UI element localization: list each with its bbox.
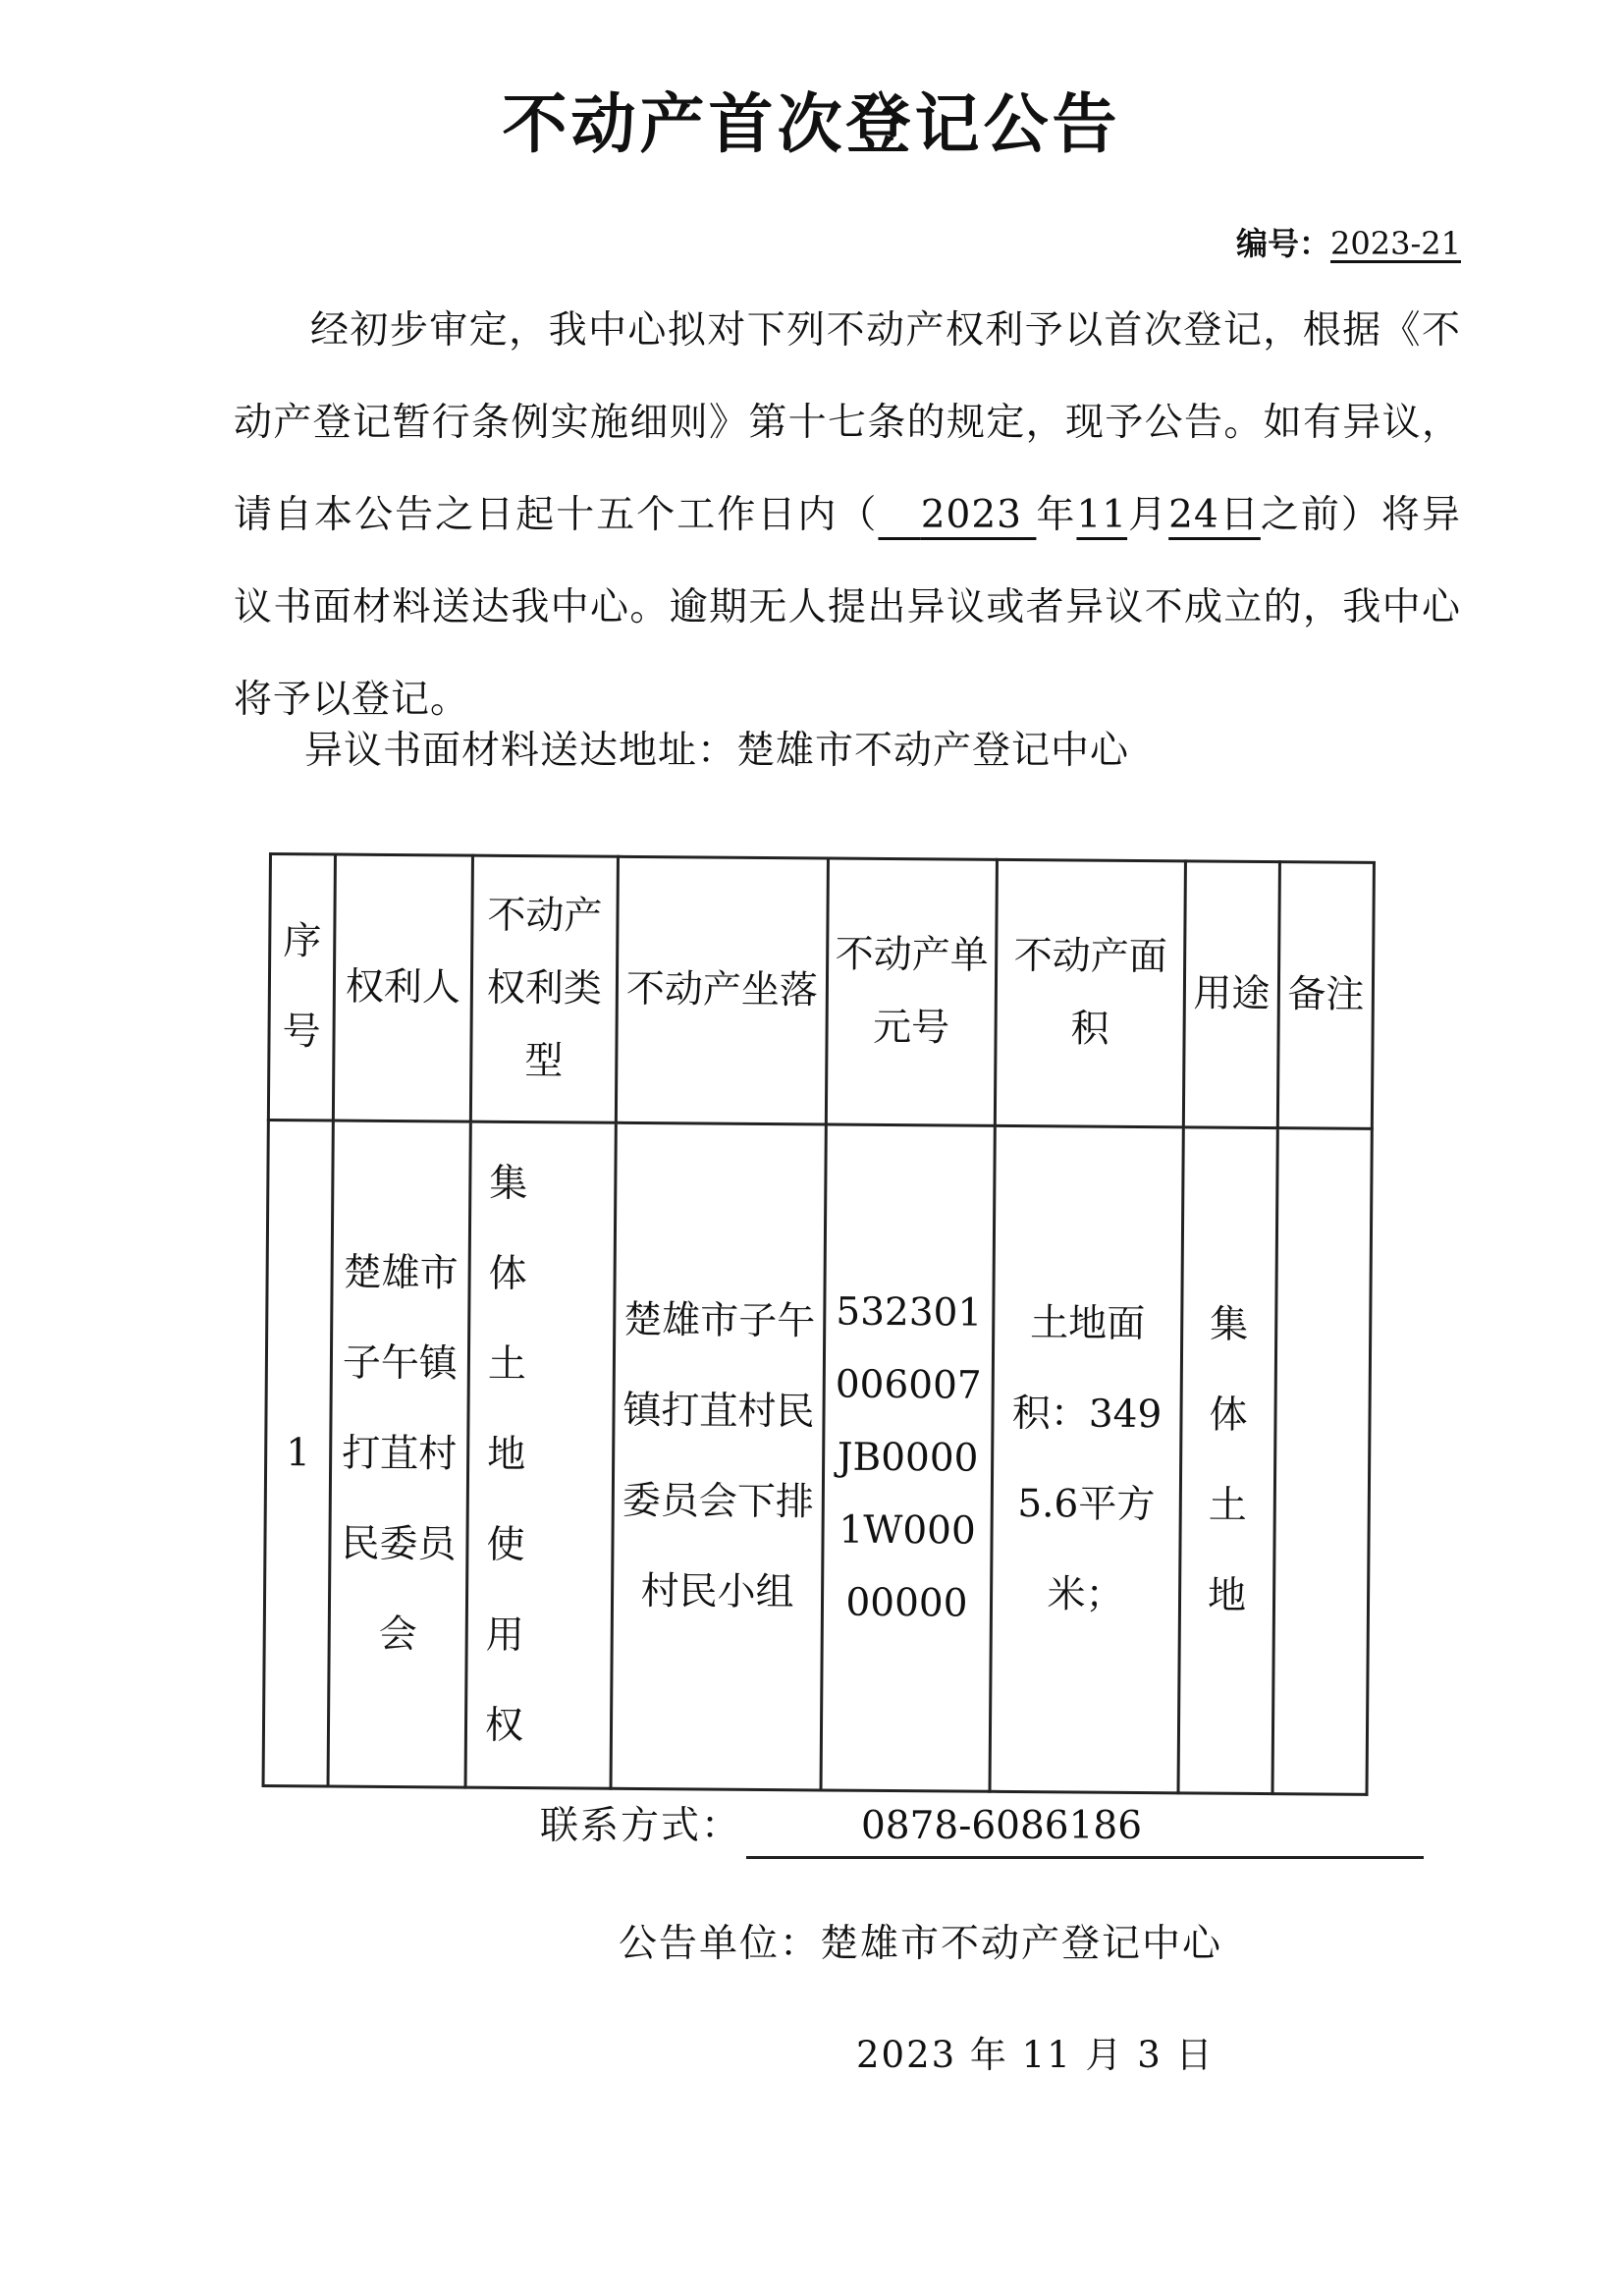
cell-holder: 楚雄市子午镇打苴村民委员会 [328,1121,470,1787]
header-remark: 备注 [1277,862,1374,1129]
cell-location: 楚雄市子午镇打苴村民委员会下排村民小组 [611,1122,826,1790]
deadline-month-suffix: 月 [1127,493,1169,537]
serial-number [1236,221,1461,266]
objection-address: 异议书面材料送达地址：楚雄市不动产登记中心 [304,729,1130,773]
header-seq: 序号 [268,854,335,1121]
table-row [263,1121,1372,1795]
notice-text-part1: 经初步审定，我中心拟对下列不动产权利予以首次登记，根据《不动产登记暂行条例实施细则》第十七条的规定，现予公告。如有异议，请自本公告之日起十五个工作日内（ [234,308,1461,537]
serial-value: 2023-21 [1330,225,1461,262]
contact-phone: 0878-6086186 [860,1804,1143,1848]
issuing-unit: 公告单位：楚雄市不动产登记中心 [619,1922,1223,1966]
issue-date: 2023 年 11 月 3 日 [856,2034,1215,2076]
deadline-day: 24日 [1168,493,1261,537]
header-use: 用途 [1183,861,1279,1128]
deadline-year: 2023 [920,493,1022,537]
cell-use: 集体土地 [1178,1127,1277,1794]
header-location: 不动产坐落 [616,856,828,1124]
cell-unit-no: 532301006007JB00001W00000000 [821,1124,995,1791]
deadline-month: 11 [1076,493,1128,537]
header-right-type: 不动产权利类型 [470,855,618,1122]
deadline-year-suffix: 年 [1036,493,1077,537]
header-unit-no: 不动产单元号 [826,858,997,1125]
registration-table [262,852,1376,1796]
header-area: 不动产面积 [995,859,1185,1126]
contact-underline [746,1856,1424,1859]
page-title: 不动产首次登记公告 [502,86,1121,162]
table-header-row [268,854,1374,1129]
cell-seq: 1 [263,1121,333,1786]
contact-label: 联系方式： [540,1804,742,1848]
cell-area: 土地面积：3495.6平方米； [990,1125,1183,1792]
notice-paragraph [234,285,1461,746]
cell-remark [1272,1128,1372,1795]
notice-text-part2: 之前）将异议书面材料送达我中心。逾期无人提出异议或者异议不成立的，我中心将予以登记。 [234,493,1461,722]
cell-right-type: 集体土地使用权 [465,1121,616,1788]
serial-label: 编号： [1236,225,1331,262]
header-holder: 权利人 [333,854,472,1121]
